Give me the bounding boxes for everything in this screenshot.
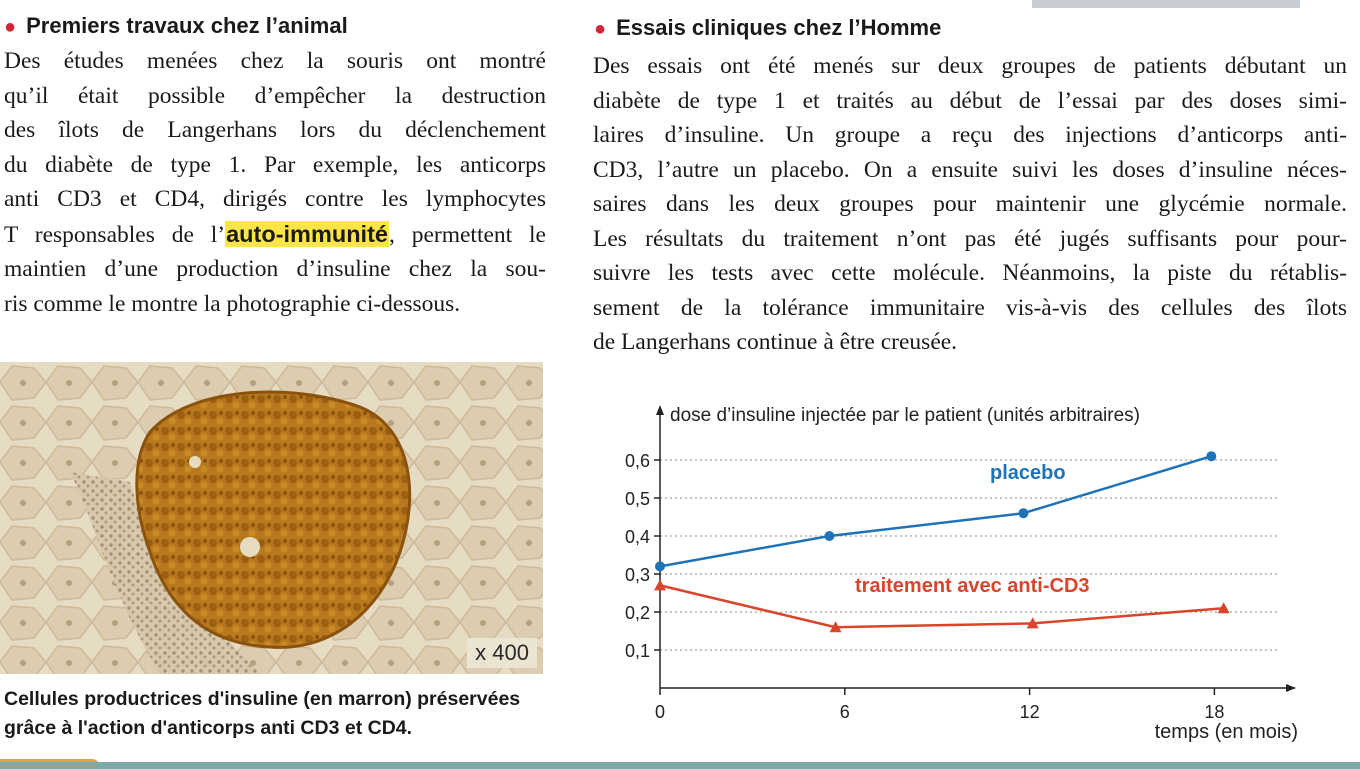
text-line: Les résultats du traitement n’ont pas été jugés suffisants pour pour-	[593, 225, 1347, 252]
y-axis-arrow	[656, 405, 664, 415]
data-point-placebo	[1018, 508, 1028, 518]
data-point-treatment	[654, 579, 666, 590]
y-tick-label: 0,2	[624, 603, 650, 623]
micrograph-image	[0, 362, 543, 674]
text-line: suivre les tests avec cette molécule. Néanmoins, la piste du rétablis-	[593, 260, 1347, 286]
text-line: des îlots de Langerhans lors du déclenchement	[4, 117, 546, 143]
magnification-label: x 400	[467, 638, 537, 668]
x-axis-label: temps (en mois)	[1154, 721, 1298, 743]
y-tick-label: 0,1	[624, 641, 650, 661]
y-tick-label: 0,5	[624, 489, 650, 509]
text-line: Des essais ont été menés sur deux groupes de patients débutant un	[593, 53, 1347, 79]
x-tick-label: 12	[1019, 702, 1040, 722]
text-line: saires dans les deux groupes pour maintenir une glycémie normale.	[593, 191, 1347, 217]
text-line: qu’il était possible d’empêcher la destruction	[4, 82, 546, 109]
highlighted-term[interactable]: auto-immunité	[226, 220, 388, 247]
data-point-placebo	[1206, 451, 1216, 461]
caption-line: grâce à l'action d'anticorps anti CD3 et CD4.	[4, 717, 413, 739]
chart-svg	[600, 395, 1310, 750]
text-line: anti CD3 et CD4, dirigés contre les lymphocytes	[4, 186, 546, 212]
text-line: du diabète de type 1. Par exemple, les anticorps	[4, 151, 546, 178]
text-line: sement de la tolérance immunitaire vis-à-vis des cellules des îlots	[593, 294, 1347, 321]
text-line: maintien d’une production d’insuline chez la sou-	[4, 256, 546, 282]
text-line: Des études menées chez la souris ont montré	[4, 48, 546, 74]
left-section-heading: ● Premiers travaux chez l’animal	[4, 13, 348, 38]
x-axis-arrow	[1286, 684, 1296, 692]
y-tick-label: 0,4	[624, 527, 650, 547]
left-paragraph	[4, 44, 546, 321]
text-line: de Langerhans continue à être creusée.	[593, 329, 958, 355]
right-section-heading: ● Essais cliniques chez l’Homme	[594, 15, 942, 40]
x-tick-label: 0	[654, 702, 666, 722]
y-tick-label: 0,6	[624, 451, 650, 471]
bottom-bar	[0, 762, 1360, 769]
bullet-icon: ●	[594, 18, 607, 40]
caption-line: Cellules productrices d'insuline (en marron) préservées	[4, 688, 521, 710]
text-line: CD3, l’autre un placebo. On a ensuite suivi les doses d’insuline néces-	[593, 156, 1347, 183]
x-tick-label: 18	[1204, 702, 1225, 722]
right-paragraph	[593, 49, 1347, 360]
series-line-placebo	[660, 456, 1211, 566]
text-line: ris comme le montre la photographie ci-dessous.	[4, 290, 461, 317]
text-line: diabète de type 1 et traités au début de l’essai par des doses simi-	[593, 87, 1347, 114]
y-axis-label: dose d’insuline injectée par le patient (unités arbitraires)	[670, 405, 1140, 426]
x-tick-label: 6	[839, 702, 850, 722]
bullet-icon: ●	[4, 16, 17, 38]
top-header-bar	[1032, 0, 1300, 8]
data-point-placebo	[824, 531, 834, 541]
text-line-with-highlight: T responsables de l’auto-immunité, permettent le	[4, 220, 546, 248]
data-point-placebo	[655, 561, 665, 571]
y-tick-label: 0,3	[624, 565, 650, 585]
series-label: traitement avec anti-CD3	[855, 575, 1090, 597]
series-label: placebo	[990, 462, 1066, 484]
micrograph-illustration	[0, 362, 543, 674]
photo-caption	[4, 685, 549, 743]
text-line: laires d’insuline. Un groupe a reçu des injections d’anticorps anti-	[593, 122, 1347, 148]
insulin-dose-chart	[600, 395, 1310, 750]
